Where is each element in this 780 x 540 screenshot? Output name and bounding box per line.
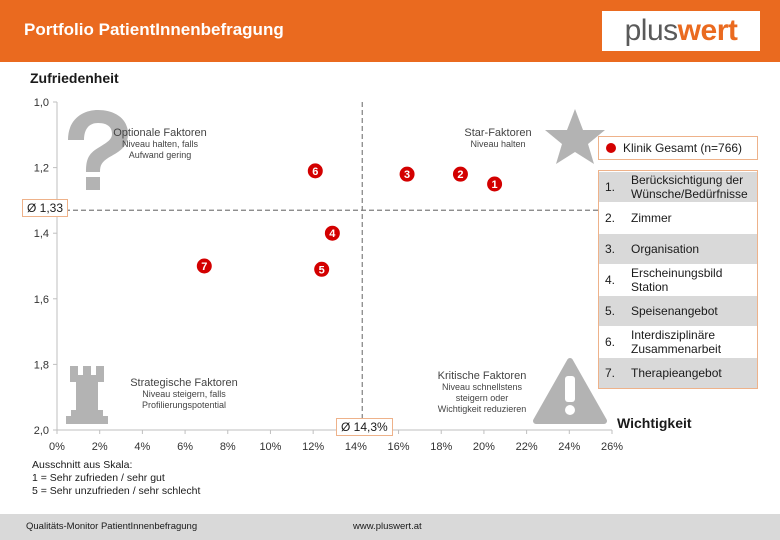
quadrant-star-title: Star-Faktoren	[464, 127, 532, 139]
factor-label: Erscheinungsbild Station	[631, 266, 723, 294]
data-point-label: 3	[404, 169, 411, 182]
factor-row	[599, 233, 757, 264]
factor-row	[599, 326, 757, 357]
quadrant-optional-text-2: Aufwand gering	[128, 150, 192, 160]
data-point-label: 5	[318, 264, 325, 277]
legend	[598, 136, 758, 160]
x-tick-label: 6%	[177, 441, 194, 453]
quadrant-critical-text-2: steigern oder	[455, 393, 509, 403]
x-tick-label: 20%	[472, 441, 495, 453]
scale-note	[32, 459, 200, 498]
quadrant-critical-title: Kritische Faktoren	[437, 370, 527, 382]
x-tick-label: 14%	[344, 441, 367, 453]
x-tick-label: 16%	[387, 441, 410, 453]
factor-label: Organisation	[631, 242, 700, 256]
quadrant-optional-text-1: Niveau halten, falls	[121, 139, 199, 149]
scale-note-line-2: 5 = Sehr unzufrieden / sehr schlecht	[32, 485, 201, 497]
quadrant-strategic-text-2: Profilierungspotential	[141, 400, 227, 410]
factor-number: 4.	[605, 273, 616, 287]
quadrant-strategic-text-1: Niveau steigern, falls	[142, 389, 226, 399]
factor-row	[599, 202, 757, 233]
x-axis-label: Wichtigkeit	[617, 415, 692, 431]
x-tick-label: 18%	[430, 441, 453, 453]
x-tick-label: 12%	[302, 441, 325, 453]
factor-row	[599, 357, 757, 388]
logo-wert: wert	[677, 14, 738, 47]
chess-rook-icon	[66, 366, 108, 424]
average-x-label: Ø 14,3%	[336, 418, 393, 436]
factor-number: 3.	[605, 242, 616, 256]
scale-note-title: Ausschnitt aus Skala:	[32, 459, 133, 471]
y-tick-label: 1,6	[33, 293, 49, 306]
factor-number: 1.	[605, 180, 616, 194]
x-tick-label: 22%	[515, 441, 538, 453]
factor-row	[599, 171, 757, 202]
quadrant-star-text-1: Niveau halten	[470, 139, 526, 149]
legend-label: Klinik Gesamt (n=766)	[623, 141, 743, 155]
factor-number: 5.	[605, 304, 616, 318]
legend-marker	[606, 143, 616, 153]
y-tick-label: 1,0	[33, 97, 49, 109]
quadrant-optional-title: Optionale Faktoren	[113, 127, 207, 139]
factor-number: 2.	[605, 211, 616, 225]
x-tick-label: 0%	[49, 441, 65, 453]
quadrant-strategic-title: Strategische Faktoren	[130, 377, 238, 389]
factor-list	[598, 170, 758, 389]
x-tick-label: 8%	[219, 441, 236, 453]
footer-bar	[0, 514, 780, 540]
factor-label: Therapieangebot	[631, 366, 722, 380]
scale-note-line-1: 1 = Sehr zufrieden / sehr gut	[32, 472, 165, 484]
warning-icon	[536, 361, 604, 421]
data-point-label: 4	[329, 228, 336, 241]
factor-label: Zimmer	[631, 211, 672, 225]
x-tick-label: 24%	[558, 441, 581, 453]
factor-label: Speisenangebot	[631, 304, 718, 318]
quadrant-critical-text-3: Wichtigkeit reduzieren	[437, 404, 527, 414]
quadrant-critical	[426, 370, 538, 415]
logo-plus: plus	[624, 14, 678, 47]
factor-label: Interdisziplinäre Zusammenarbeit	[631, 328, 722, 356]
y-tick-label: 2,0	[33, 425, 49, 437]
footer-title: Qualitäts-Monitor PatientInnenbefragung	[26, 521, 198, 532]
factor-row	[599, 295, 757, 326]
x-tick-label: 4%	[134, 441, 151, 453]
factor-label: Berücksichtigung der Wünsche/Bedürfnisse	[631, 173, 748, 201]
x-tick-label: 2%	[91, 441, 108, 453]
data-point-label: 7	[201, 261, 208, 273]
page-title: Portfolio PatientInnenbefragung	[24, 20, 284, 39]
quadrant-critical-text-1: Niveau schnellstens	[441, 382, 523, 392]
data-point-label: 6	[312, 165, 319, 178]
y-tick-label: 1,2	[33, 162, 49, 175]
quadrant-strategic	[124, 377, 244, 411]
x-tick-label: 10%	[259, 441, 282, 453]
data-point-label: 2	[457, 169, 464, 182]
quadrant-optional	[104, 127, 216, 161]
factor-number: 7.	[605, 366, 616, 380]
average-y-label: Ø 1,33	[22, 199, 68, 217]
star-icon	[545, 109, 605, 164]
quadrant-star	[450, 127, 546, 150]
footer-website: www.pluswert.at	[353, 521, 422, 532]
factor-row	[599, 264, 757, 295]
x-tick-label: 26%	[600, 441, 624, 453]
y-tick-label: 1,4	[33, 228, 49, 241]
y-tick-label: 1,8	[33, 359, 49, 372]
factor-number: 6.	[605, 335, 616, 349]
y-axis-label: Zufriedenheit	[30, 70, 119, 86]
data-point-label: 1	[491, 179, 498, 191]
